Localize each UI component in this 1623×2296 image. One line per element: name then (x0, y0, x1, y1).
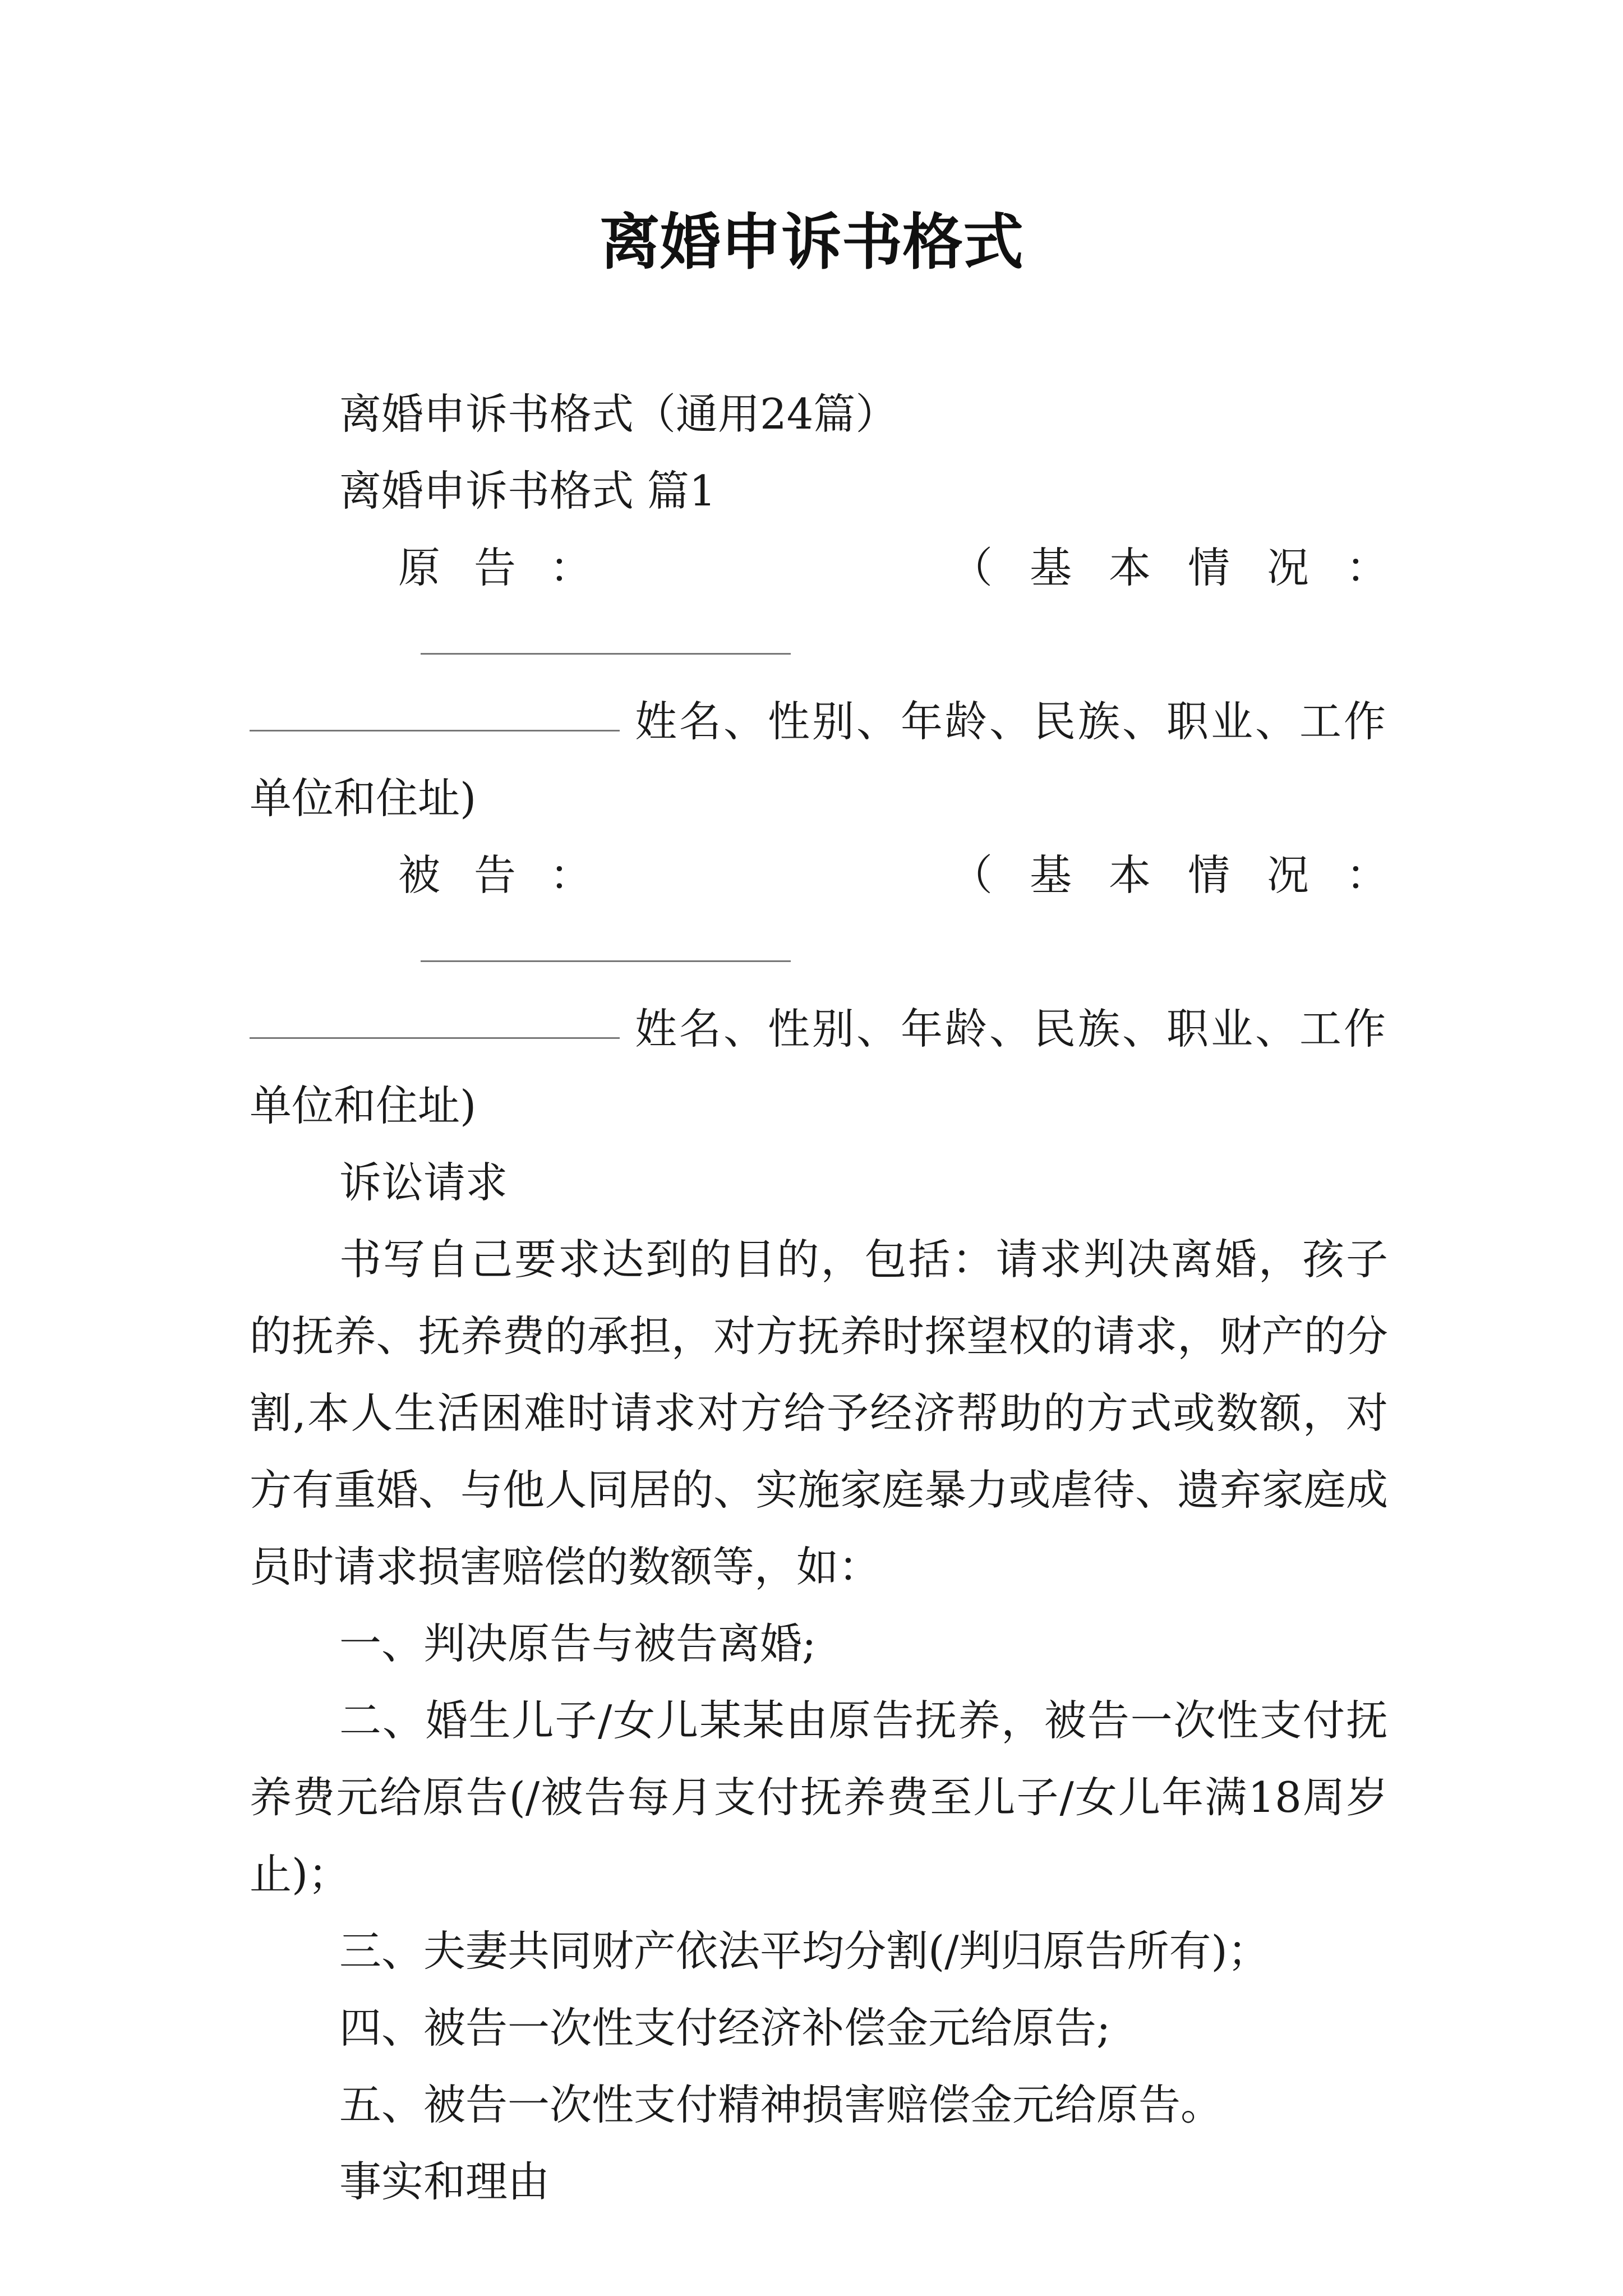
claim-item: 一、判决原告与被告离婚; (339, 1619, 817, 1668)
plaintiff-block (250, 530, 1425, 837)
plaintiff-info-label: （基本情况： (950, 543, 1425, 592)
defendant-info-label: （基本情况： (950, 850, 1425, 900)
defendant-block (250, 837, 1425, 1144)
defendant-continuation: 单位和住址) (250, 1081, 477, 1130)
defendant-fields: 姓名、性别、年龄、民族、职业、工作 (634, 1004, 1388, 1053)
document-subtitle: 离婚申诉书格式（通用24篇） (339, 389, 898, 439)
defendant-label: 被告： (398, 850, 626, 900)
defendant-label-row (250, 837, 1425, 991)
plaintiff-label-row (250, 530, 1425, 683)
plaintiff-fields: 姓名、性别、年龄、民族、职业、工作 (634, 697, 1388, 746)
plaintiff-label: 原告： (398, 543, 626, 592)
claim-item: 三、夫妻共同财产依法平均分割(/判归原告所有)； (339, 1926, 1270, 1976)
document-title: 离婚申诉书格式 (599, 208, 1023, 278)
plaintiff-continuation: 单位和住址) (250, 774, 477, 823)
plaintiff-fields-row (250, 683, 1388, 760)
plaintiff-blank-line-2 (250, 696, 620, 731)
claim-item: 二、婚生儿子/女儿某某由原告抚养，被告一次性支付抚养费元给原告(/被告每月支付抚养费至儿子/女儿年满18周岁止)； (250, 1696, 1388, 1899)
defendant-blank-line (421, 927, 791, 962)
defendant-blank-line-2 (250, 1004, 620, 1039)
claims-heading: 诉讼请求 (339, 1158, 508, 1207)
plaintiff-blank-line (421, 619, 791, 655)
claim-item: 五、被告一次性支付精神损害赔偿金元给原告。 (339, 2080, 1223, 2129)
claims-intro: 书写自己要求达到的目的，包括：请求判决离婚，孩子的抚养、抚养费的承担，对方抚养时探望权的请求，财产的分割,本人生活困难时请求对方给予经济帮助的方式或数额，对方有重婚、与他人同居的、实施家庭暴力或虐待、遗弃家庭成员时请求损害赔偿的数额等，如： (250, 1235, 1388, 1591)
section-heading: 离婚申诉书格式 篇1 (339, 466, 716, 516)
facts-heading: 事实和理由 (339, 2157, 550, 2206)
claim-item: 四、被告一次性支付经济补偿金元给原告; (339, 2003, 1111, 2053)
defendant-fields-row (250, 991, 1388, 1068)
document-body (250, 376, 1425, 2220)
